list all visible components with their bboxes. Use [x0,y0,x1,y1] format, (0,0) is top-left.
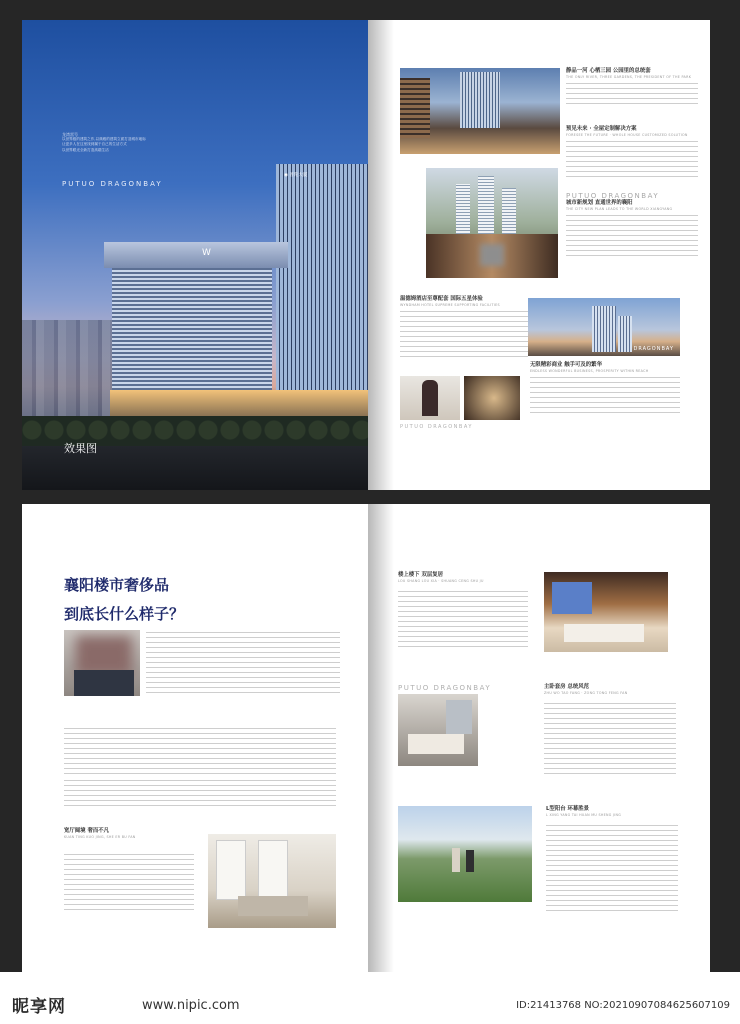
podium-building [112,258,272,408]
body-text [398,591,528,649]
cover-caption: 效果图 [64,442,97,455]
watermark-logo: 昵享网 [12,997,66,1017]
cover-page [22,20,368,490]
cover-side-line: 以世界眼光全新打造高端生活 [62,147,109,152]
section-subtitle: KUAN TING KUO JING, SHE ER BU FAN [64,835,136,839]
body-text [544,703,676,775]
section-title: 静品一河 心栖三园 公园里的总统套 [566,68,651,74]
section-subtitle: FORESEE THE FUTURE · WHOLE HOUSE CUSTOMIZED SOLUTION [566,133,688,137]
page-subtitle: 到底长什么样子？ [64,605,185,623]
hotel-staff-photo [400,376,460,420]
section-title: 楼上楼下 双层复居 [398,572,444,578]
cover-side-text [62,132,182,153]
luxury-intro-page [22,504,368,972]
sky-bridge [104,242,288,268]
body-text [546,825,678,911]
couple-photo [64,630,140,696]
section-subtitle: ENDLESS WONDERFUL BUSINESS, PROSPERITY WITHIN REACH [530,369,649,373]
section-subtitle: LOU SHANG LOU XIA · SHUANG CENG SHU JU [398,579,484,583]
body-text [400,311,528,357]
cover-side-title: 龙湾雷号 [62,132,78,137]
section-subtitle: L XING YANG TAI HUAN MU SHENG JING [546,813,622,817]
section-subtitle: THE ONLY RIVER, THREE GARDENS, THE PRESIDENT OF THE PARK [566,75,692,79]
brand-label: PUTUO DRAGONBAY [398,684,492,692]
living-room-photo [208,834,336,928]
bedroom-photo [398,694,478,766]
duplex-photo [544,572,668,652]
amenities-page [368,20,710,490]
body-paragraph [64,728,336,776]
section-title: L型阳台 环幕胜景 [546,806,590,812]
cover-side-line: 以世界级的建筑之作,以典雅的建筑立面打造城市地标 [62,137,146,142]
hotel-logo-icon: W [202,248,211,258]
street-photo [400,68,560,154]
lobby-photo [426,234,558,278]
section-title: 温德姆酒店至尊配套 国际五星体验 [400,296,483,302]
page-title: 襄阳楼市奢侈品 [64,576,170,594]
balcony-photo [398,806,532,902]
city-skyline [22,320,112,430]
cover-brand: PUTUO DRAGONBAY [62,180,163,188]
brand-label: PUTUO DRAGONBAY [566,192,660,200]
body-paragraph [64,780,336,810]
section-title: 主卧套房 总统风范 [544,684,590,690]
body-text [566,83,698,107]
section-subtitle: THE CITY NEW PLAN LEADS TO THE WORLD XIANGYANG [566,207,673,211]
body-text [566,141,698,177]
watermark-url[interactable]: www.nipic.com [142,998,240,1013]
section-title: 无限精彩商业 触手可及的繁华 [530,362,602,368]
commercial-photo [528,298,680,356]
section-title: 宽厅阔境 奢而不凡 [64,828,110,834]
watermark-bar [0,972,740,1024]
section-title: 城市新规划 直通世界的襄阳 [566,200,633,206]
section-subtitle: WYNDHAM HOTEL SUPREME SUPPORTING FACILITIES [400,303,500,307]
cover-side-line: 让更多人在这里找到属于自己的生活方式 [62,142,127,147]
section-subtitle: ZHU WO TAO FANG · ZONG TONG FENG FAN [544,691,628,695]
residence-page [368,504,710,972]
watermark-id: ID:21413768 NO:20210907084625607109 [516,1000,730,1011]
body-text [530,377,680,417]
brand-overlay: DRAGONBAY [633,346,674,352]
logo-icon: ◉ [284,173,290,178]
brand-footer: PUTUO DRAGONBAY [400,424,473,430]
building-sign [284,172,307,178]
body-paragraph [64,854,194,910]
hotel-interior-photo [464,376,520,420]
building-sign-text: 普陀大厦 [289,173,308,178]
body-text [566,215,698,259]
section-title: 预见未来 · 全屋定制解决方案 [566,126,637,132]
intro-paragraph [146,632,340,696]
